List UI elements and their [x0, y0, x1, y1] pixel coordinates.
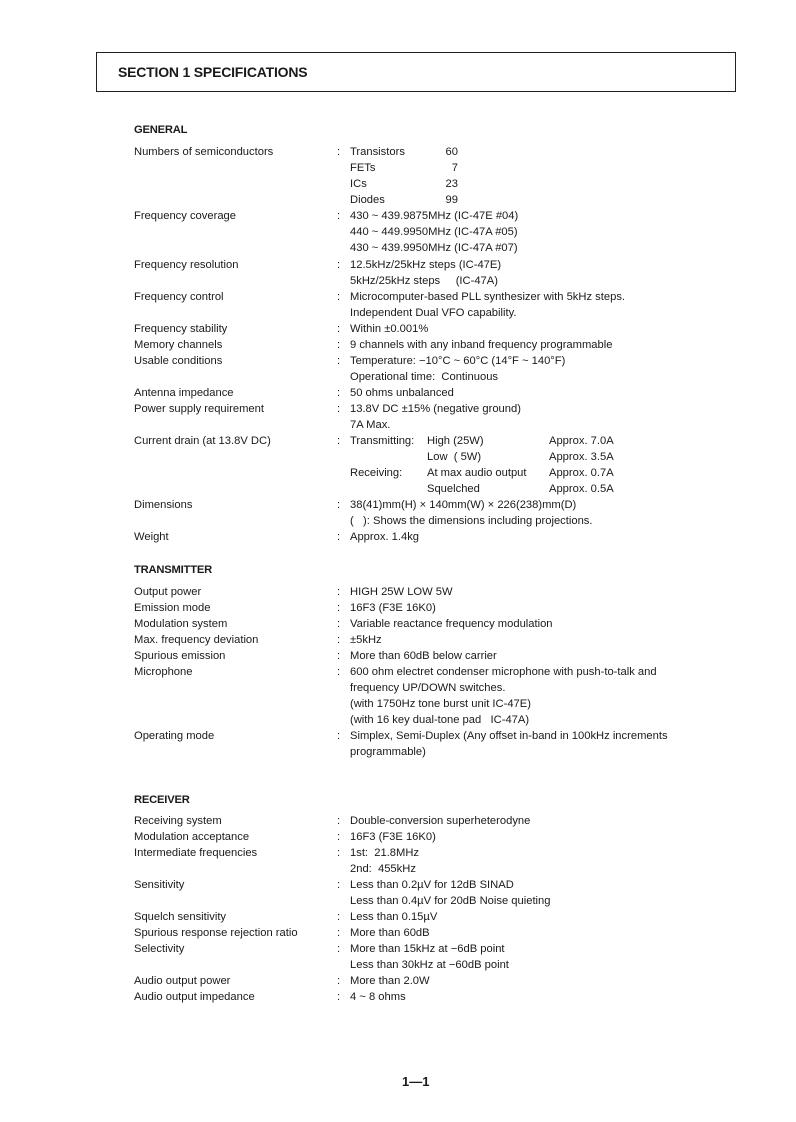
- semiconductor-name: ICs: [350, 178, 367, 190]
- spec-value-line: 38(41)mm(H) × 140mm(W) × 226(238)mm(D): [350, 499, 577, 511]
- colon: :: [337, 991, 341, 1003]
- colon: :: [337, 815, 341, 827]
- spec-values: [350, 989, 720, 1005]
- spec-values: [350, 909, 720, 925]
- spec-value-line: Within ±0.001%: [350, 323, 429, 335]
- semiconductor-count: 60: [445, 146, 458, 158]
- spec-values: [350, 497, 720, 529]
- spec-value-line: (with 16 key dual-tone pad IC-47A): [350, 714, 530, 726]
- spec-values: [350, 529, 720, 545]
- spec-label: Modulation acceptance: [134, 831, 250, 843]
- drain-mode: Transmitting:: [350, 435, 415, 447]
- colon: :: [337, 146, 341, 158]
- semiconductor-count: 99: [445, 194, 458, 206]
- spec-label: Antenna impedance: [134, 387, 234, 399]
- spec-value-line: programmable): [350, 746, 426, 758]
- spec-value-line: More than 15kHz at −6dB point: [350, 943, 505, 955]
- spec-values: [350, 973, 720, 989]
- colon: :: [337, 339, 341, 351]
- colon: :: [337, 879, 341, 891]
- colon: :: [337, 666, 341, 678]
- drain-value: Approx. 7.0A: [549, 435, 614, 447]
- spec-label: Usable conditions: [134, 355, 223, 367]
- spec-label: Squelch sensitivity: [134, 911, 227, 923]
- spec-values: [350, 584, 720, 600]
- spec-value-line: 430 ~ 439.9950MHz (IC-47A #07): [350, 242, 518, 254]
- semiconductor-name: FETs: [350, 162, 376, 174]
- spec-label: Sensitivity: [134, 879, 185, 891]
- spec-values: [350, 616, 720, 632]
- spec-value-line: 16F3 (F3E 16K0): [350, 602, 436, 614]
- drain-condition: High (25W): [427, 435, 484, 447]
- spec-values: [350, 648, 720, 664]
- spec-value-line: HIGH 25W LOW 5W: [350, 586, 453, 598]
- spec-value-line: (with 1750Hz tone burst unit IC-47E): [350, 698, 531, 710]
- spec-label: Spurious response rejection ratio: [134, 927, 298, 939]
- spec-label: Memory channels: [134, 339, 223, 351]
- spec-label: Microphone: [134, 666, 193, 678]
- page-number: 1—1: [402, 1074, 430, 1089]
- spec-value-line: 600 ohm electret condenser microphone with push-to-talk and: [350, 666, 657, 678]
- spec-value-line: Less than 0.15µV: [350, 911, 438, 923]
- colon: :: [337, 259, 341, 271]
- spec-values: [350, 632, 720, 648]
- spec-value-line: Simplex, Semi-Duplex (Any offset in-band in 100kHz increments: [350, 730, 668, 742]
- colon: :: [337, 911, 341, 923]
- general-heading: GENERAL: [134, 124, 188, 136]
- colon: :: [337, 650, 341, 662]
- colon: :: [337, 323, 341, 335]
- semiconductor-name: Transistors: [350, 146, 405, 158]
- spec-values: [350, 289, 720, 321]
- spec-value-line: Operational time: Continuous: [350, 371, 499, 383]
- spec-values: [350, 829, 720, 845]
- spec-label: Output power: [134, 586, 202, 598]
- spec-value-line: Less than 30kHz at −60dB point: [350, 959, 509, 971]
- spec-values: [350, 845, 720, 877]
- drain-condition: Low ( 5W): [427, 451, 482, 463]
- spec-value-line: 9 channels with any inband frequency programmable: [350, 339, 613, 351]
- colon: :: [337, 943, 341, 955]
- colon: :: [337, 618, 341, 630]
- spec-value-line: More than 60dB below carrier: [350, 650, 497, 662]
- semiconductor-count: 7: [451, 162, 458, 174]
- drain-condition: At max audio output: [427, 467, 527, 479]
- spec-label: Power supply requirement: [134, 403, 264, 415]
- spec-value-line: 13.8V DC ±15% (negative ground): [350, 403, 521, 415]
- drain-mode: Receiving:: [350, 467, 403, 479]
- spec-value-line: 440 ~ 449.9950MHz (IC-47A #05): [350, 226, 518, 238]
- colon: :: [337, 531, 341, 543]
- spec-value-line: Less than 0.4µV for 20dB Noise quieting: [350, 895, 551, 907]
- spec-value-line: 2nd: 455kHz: [350, 863, 416, 875]
- spec-value-line: More than 2.0W: [350, 975, 430, 987]
- spec-values: [350, 257, 720, 289]
- spec-values: [350, 321, 720, 337]
- spec-label: Audio output impedance: [134, 991, 255, 1003]
- spec-value-line: Independent Dual VFO capability.: [350, 307, 517, 319]
- colon: :: [337, 927, 341, 939]
- spec-value-line: 5kHz/25kHz steps (IC-47A): [350, 275, 498, 287]
- spec-values: [350, 401, 720, 433]
- colon: :: [337, 634, 341, 646]
- spec-label: Spurious emission: [134, 650, 226, 662]
- spec-label: Frequency stability: [134, 323, 228, 335]
- colon: :: [337, 291, 341, 303]
- spec-label: Intermediate frequencies: [134, 847, 258, 859]
- colon: :: [337, 831, 341, 843]
- colon: :: [337, 975, 341, 987]
- spec-value-line: Microcomputer-based PLL synthesizer with 5kHz steps.: [350, 291, 626, 303]
- colon: :: [337, 730, 341, 742]
- transmitter-heading: TRANSMITTER: [134, 564, 212, 576]
- spec-value-line: Variable reactance frequency modulation: [350, 618, 553, 630]
- spec-values: [350, 728, 718, 760]
- spec-value-line: 1st: 21.8MHz: [350, 847, 420, 859]
- spec-values: [350, 385, 720, 401]
- spec-values: [350, 208, 720, 256]
- spec-value-line: 50 ohms unbalanced: [350, 387, 454, 399]
- spec-label: Modulation system: [134, 618, 228, 630]
- colon: :: [337, 602, 341, 614]
- spec-values: [350, 600, 720, 616]
- colon: :: [337, 355, 341, 367]
- colon: :: [337, 586, 341, 598]
- colon: :: [337, 499, 341, 511]
- receiver-heading: RECEIVER: [134, 794, 190, 806]
- spec-label: Frequency coverage: [134, 210, 236, 222]
- colon: :: [337, 210, 341, 222]
- semiconductor-count: 23: [445, 178, 458, 190]
- spec-value-line: ( ): Shows the dimensions including projections.: [350, 515, 593, 527]
- spec-label: Current drain (at 13.8V DC): [134, 435, 271, 447]
- spec-label: Selectivity: [134, 943, 185, 955]
- semiconductor-name: Diodes: [350, 194, 385, 206]
- spec-value-line: 430 ~ 439.9875MHz (IC-47E #04): [350, 210, 519, 222]
- spec-label: Frequency resolution: [134, 259, 239, 271]
- spec-value-line: 7A Max.: [350, 419, 391, 431]
- drain-value: Approx. 0.7A: [549, 467, 614, 479]
- drain-value: Approx. 3.5A: [549, 451, 614, 463]
- colon: :: [337, 387, 341, 399]
- spec-value-line: 4 ~ 8 ohms: [350, 991, 406, 1003]
- spec-value-line: Less than 0.2µV for 12dB SINAD: [350, 879, 514, 891]
- colon: :: [337, 403, 341, 415]
- spec-value-line: ±5kHz: [350, 634, 382, 646]
- spec-label: Max. frequency deviation: [134, 634, 259, 646]
- spec-value-line: Approx. 1.4kg: [350, 531, 420, 543]
- spec-values: [350, 337, 720, 353]
- spec-values: [350, 144, 720, 208]
- spec-label: Audio output power: [134, 975, 231, 987]
- spec-values: [350, 877, 720, 909]
- spec-value-line: frequency UP/DOWN switches.: [350, 682, 506, 694]
- section-title: SECTION 1 SPECIFICATIONS: [118, 64, 308, 80]
- spec-value-line: Double-conversion superheterodyne: [350, 815, 531, 827]
- spec-label: Frequency control: [134, 291, 224, 303]
- spec-value-line: More than 60dB: [350, 927, 430, 939]
- spec-values: [350, 925, 720, 941]
- spec-label: Receiving system: [134, 815, 222, 827]
- spec-values: [350, 813, 720, 829]
- drain-value: Approx. 0.5A: [549, 483, 614, 495]
- spec-label: Dimensions: [134, 499, 193, 511]
- spec-value-line: 16F3 (F3E 16K0): [350, 831, 436, 843]
- spec-label: Numbers of semiconductors: [134, 146, 274, 158]
- spec-values: [350, 353, 720, 385]
- spec-label: Operating mode: [134, 730, 215, 742]
- spec-values: [350, 941, 720, 973]
- section-header: [96, 52, 736, 92]
- colon: :: [337, 847, 341, 859]
- spec-values: [350, 433, 720, 497]
- spec-value-line: Temperature: −10°C ~ 60°C (14°F ~ 140°F): [350, 355, 566, 367]
- spec-label: Emission mode: [134, 602, 211, 614]
- spec-values: [350, 664, 718, 728]
- spec-value-line: 12.5kHz/25kHz steps (IC-47E): [350, 259, 502, 271]
- colon: :: [337, 435, 341, 447]
- drain-condition: Squelched: [427, 483, 480, 495]
- spec-label: Weight: [134, 531, 169, 543]
